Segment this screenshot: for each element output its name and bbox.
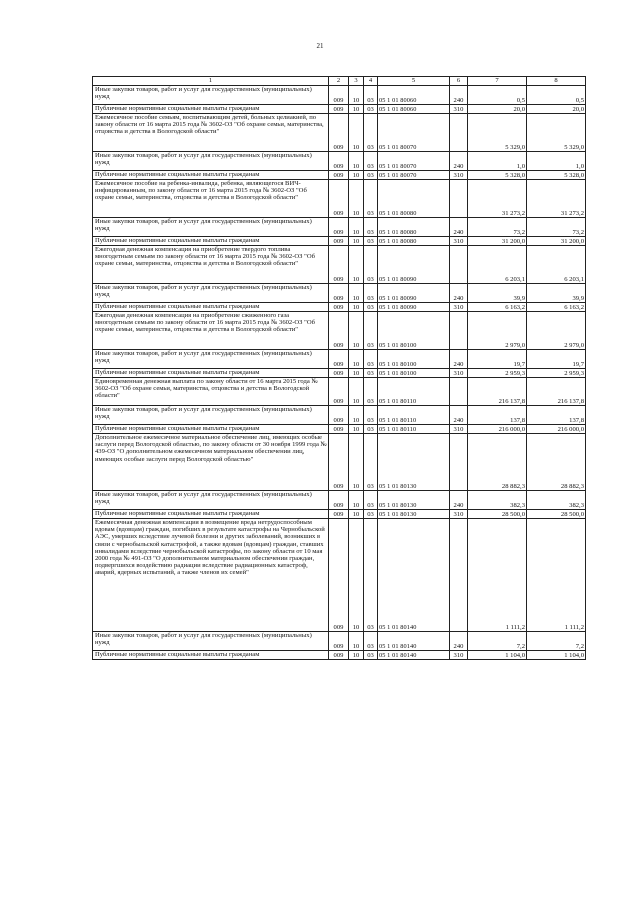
row-grbs: 009 [329,406,349,425]
row-csr: 05 1 01 80090 [378,246,450,284]
row-sum-1: 31 273,2 [468,180,527,218]
row-grbs: 009 [329,350,349,369]
row-sum-2: 7,2 [527,632,586,651]
row-vr: 240 [450,86,468,105]
row-vr [450,246,468,284]
row-pr: 03 [364,152,378,171]
row-rz: 10 [349,491,364,510]
row-sum-2: 20,0 [527,105,586,114]
row-sum-1: 20,0 [468,105,527,114]
row-pr: 03 [364,510,378,519]
row-sum-2: 0,5 [527,86,586,105]
row-csr: 05 1 01 80100 [378,369,450,378]
table-row [93,491,586,510]
row-name: Иные закупки товаров, работ и услуг для государственных (муниципальных) нужд [93,86,329,105]
row-vr: 310 [450,303,468,312]
row-rz: 10 [349,180,364,218]
row-rz: 10 [349,246,364,284]
row-sum-1: 5 329,0 [468,114,527,152]
header-cell: 2 [329,77,349,86]
budget-table [92,76,586,660]
row-sum-2: 137,8 [527,406,586,425]
row-rz: 10 [349,105,364,114]
header-cell: 5 [378,77,450,86]
row-csr: 05 1 01 80130 [378,434,450,491]
row-name: Единовременная денежная выплата по закону области от 16 марта 2015 года № 3602-ОЗ "Об охране семьи, материнства, отцовства и детства в Вологодской области" [93,378,329,406]
row-name: Публичные нормативные социальные выплаты гражданам [93,237,329,246]
row-rz: 10 [349,651,364,660]
row-vr [450,114,468,152]
row-pr: 03 [364,651,378,660]
table-row [93,303,586,312]
table-row [93,519,586,632]
row-grbs: 009 [329,491,349,510]
table-row [93,350,586,369]
row-vr: 240 [450,406,468,425]
row-csr: 05 1 01 80080 [378,218,450,237]
row-grbs: 009 [329,434,349,491]
row-rz: 10 [349,510,364,519]
table-row [93,369,586,378]
row-rz: 10 [349,632,364,651]
row-rz: 10 [349,86,364,105]
row-rz: 10 [349,378,364,406]
row-name: Иные закупки товаров, работ и услуг для государственных (муниципальных) нужд [93,632,329,651]
row-vr: 310 [450,651,468,660]
row-name: Публичные нормативные социальные выплаты гражданам [93,105,329,114]
row-sum-2: 1,0 [527,152,586,171]
row-name: Публичные нормативные социальные выплаты гражданам [93,303,329,312]
row-sum-2: 31 273,2 [527,180,586,218]
row-sum-1: 6 203,1 [468,246,527,284]
row-csr: 05 1 01 80110 [378,425,450,434]
row-pr: 03 [364,350,378,369]
row-sum-1: 31 200,0 [468,237,527,246]
row-pr: 03 [364,180,378,218]
row-sum-1: 1 104,0 [468,651,527,660]
row-grbs: 009 [329,303,349,312]
row-csr: 05 1 01 80070 [378,152,450,171]
row-grbs: 009 [329,152,349,171]
row-vr [450,180,468,218]
row-grbs: 009 [329,651,349,660]
header-cell: 6 [450,77,468,86]
row-sum-1: 2 959,3 [468,369,527,378]
row-grbs: 009 [329,312,349,350]
row-rz: 10 [349,114,364,152]
table-row [93,237,586,246]
row-name: Дополнительное ежемесячное материальное обеспечение лиц, имеющих особые заслуги перед Вологодской областью, по закону области от 30 ноября 1999 года № 439-ОЗ "О дополнительном ежемесячном материальном обеспечении лиц, имеющих особые заслуги перед Вологодской областью" [93,434,329,491]
row-sum-2: 1 111,2 [527,519,586,632]
table-row [93,378,586,406]
row-rz: 10 [349,406,364,425]
row-name: Публичные нормативные социальные выплаты гражданам [93,651,329,660]
row-csr: 05 1 01 80140 [378,632,450,651]
table-row [93,312,586,350]
row-sum-1: 39,9 [468,284,527,303]
row-csr: 05 1 01 80110 [378,378,450,406]
row-csr: 05 1 01 80090 [378,303,450,312]
header-cell: 8 [527,77,586,86]
row-pr: 03 [364,312,378,350]
row-csr: 05 1 01 80060 [378,105,450,114]
row-grbs: 009 [329,171,349,180]
row-csr: 05 1 01 80090 [378,284,450,303]
row-sum-1: 7,2 [468,632,527,651]
table-row [93,171,586,180]
row-csr: 05 1 01 80130 [378,510,450,519]
table-row [93,105,586,114]
row-sum-1: 382,3 [468,491,527,510]
row-sum-1: 28 882,3 [468,434,527,491]
row-vr: 310 [450,105,468,114]
table-row [93,152,586,171]
row-sum-2: 73,2 [527,218,586,237]
row-vr: 310 [450,237,468,246]
row-rz: 10 [349,284,364,303]
row-name: Публичные нормативные социальные выплаты гражданам [93,510,329,519]
row-rz: 10 [349,434,364,491]
row-sum-1: 19,7 [468,350,527,369]
row-grbs: 009 [329,246,349,284]
row-name: Иные закупки товаров, работ и услуг для государственных (муниципальных) нужд [93,406,329,425]
table-row [93,114,586,152]
row-name: Ежемесячная денежная компенсация в возмещение вреда нетрудоспособным вдовам (вдовцам) граждан, погибших в результате катастрофы на Чернобыльской АЭС, умерших вследствие лучевой болезни и других заболеваний, возникших в связи с чернобыльской катастрофой, а также вдовам (вдовцам) граждан, ставших инвалидами вследствие чернобыльской катастрофы, по закону области от 10 мая 2000 года № 491-ОЗ "О дополнительном материальном обеспечении граждан, подвергшихся воздействию радиации вследствие радиационных катастроф, аварий, ядерных испытаний, а также членов их семей" [93,519,329,632]
row-pr: 03 [364,284,378,303]
row-sum-2: 2 959,3 [527,369,586,378]
row-pr: 03 [364,632,378,651]
row-name: Иные закупки товаров, работ и услуг для государственных (муниципальных) нужд [93,284,329,303]
table-row [93,510,586,519]
row-vr: 240 [450,632,468,651]
row-pr: 03 [364,105,378,114]
row-csr: 05 1 01 80080 [378,237,450,246]
row-grbs: 009 [329,510,349,519]
row-name: Ежегодная денежная компенсация на приобретение сжиженного газа многодетным семьям по закону области от 16 марта 2015 года № 3602-ОЗ "Об охране семьи, материнства, отцовства и детства в Вологодской области" [93,312,329,350]
row-csr: 05 1 01 80100 [378,312,450,350]
row-rz: 10 [349,519,364,632]
table-row [93,632,586,651]
row-vr: 240 [450,284,468,303]
row-vr: 240 [450,491,468,510]
row-sum-1: 6 163,2 [468,303,527,312]
header-cell: 7 [468,77,527,86]
row-vr [450,312,468,350]
row-name: Иные закупки товаров, работ и услуг для государственных (муниципальных) нужд [93,491,329,510]
row-grbs: 009 [329,114,349,152]
row-vr: 310 [450,510,468,519]
row-grbs: 009 [329,218,349,237]
header-cell: 3 [349,77,364,86]
row-rz: 10 [349,152,364,171]
row-grbs: 009 [329,105,349,114]
row-name: Публичные нормативные социальные выплаты гражданам [93,369,329,378]
row-rz: 10 [349,312,364,350]
row-pr: 03 [364,519,378,632]
row-vr: 240 [450,218,468,237]
row-csr: 05 1 01 80060 [378,86,450,105]
row-pr: 03 [364,237,378,246]
row-vr [450,434,468,491]
row-name: Иные закупки товаров, работ и услуг для государственных (муниципальных) нужд [93,350,329,369]
row-name: Иные закупки товаров, работ и услуг для государственных (муниципальных) нужд [93,152,329,171]
table-row [93,284,586,303]
row-vr: 240 [450,350,468,369]
table-header-row [93,77,586,86]
row-pr: 03 [364,378,378,406]
row-csr: 05 1 01 80070 [378,171,450,180]
row-name: Ежегодная денежная компенсация на приобретение твердого топлива многодетным семьям по закону области от 16 марта 2015 года № 3602-ОЗ "Об охране семьи, материнства, отцовства и детства в Вологодской области" [93,246,329,284]
row-rz: 10 [349,218,364,237]
row-sum-2: 2 979,0 [527,312,586,350]
row-name: Публичные нормативные социальные выплаты гражданам [93,425,329,434]
row-sum-1: 216 137,8 [468,378,527,406]
row-rz: 10 [349,237,364,246]
row-csr: 05 1 01 80080 [378,180,450,218]
table-row [93,218,586,237]
row-sum-1: 28 500,0 [468,510,527,519]
row-vr: 310 [450,171,468,180]
row-sum-1: 1,0 [468,152,527,171]
row-pr: 03 [364,86,378,105]
row-pr: 03 [364,369,378,378]
row-sum-2: 216 000,0 [527,425,586,434]
table-row [93,180,586,218]
row-vr: 310 [450,369,468,378]
row-csr: 05 1 01 80140 [378,519,450,632]
row-grbs: 009 [329,425,349,434]
row-sum-1: 216 000,0 [468,425,527,434]
row-sum-1: 0,5 [468,86,527,105]
table-row [93,86,586,105]
row-name: Публичные нормативные социальные выплаты гражданам [93,171,329,180]
row-sum-2: 6 203,1 [527,246,586,284]
row-vr: 310 [450,425,468,434]
row-grbs: 009 [329,519,349,632]
row-sum-2: 5 329,0 [527,114,586,152]
row-sum-2: 6 163,2 [527,303,586,312]
row-grbs: 009 [329,237,349,246]
table-row [93,651,586,660]
row-sum-2: 31 200,0 [527,237,586,246]
row-rz: 10 [349,350,364,369]
row-name: Ежемесячное пособие семьям, воспитывающим детей, больных целиакией, по закону области от 16 марта 2015 года № 3602-ОЗ "Об охране семьи, материнства, отцовства и детства в Вологодской области" [93,114,329,152]
row-sum-1: 5 328,0 [468,171,527,180]
row-vr [450,378,468,406]
row-csr: 05 1 01 80130 [378,491,450,510]
row-pr: 03 [364,114,378,152]
row-csr: 05 1 01 80140 [378,651,450,660]
row-name: Иные закупки товаров, работ и услуг для государственных (муниципальных) нужд [93,218,329,237]
row-pr: 03 [364,303,378,312]
header-cell: 1 [93,77,329,86]
row-sum-2: 1 104,0 [527,651,586,660]
row-sum-1: 1 111,2 [468,519,527,632]
row-rz: 10 [349,425,364,434]
row-sum-2: 19,7 [527,350,586,369]
row-pr: 03 [364,434,378,491]
row-sum-2: 28 882,3 [527,434,586,491]
row-sum-1: 2 979,0 [468,312,527,350]
row-pr: 03 [364,425,378,434]
row-pr: 03 [364,218,378,237]
row-pr: 03 [364,491,378,510]
row-sum-2: 39,9 [527,284,586,303]
row-rz: 10 [349,171,364,180]
row-csr: 05 1 01 80100 [378,350,450,369]
row-vr [450,519,468,632]
row-grbs: 009 [329,284,349,303]
page-number: 21 [316,42,324,50]
table-row [93,246,586,284]
row-rz: 10 [349,303,364,312]
row-grbs: 009 [329,369,349,378]
table-row [93,406,586,425]
row-pr: 03 [364,171,378,180]
row-sum-1: 73,2 [468,218,527,237]
row-sum-2: 5 328,0 [527,171,586,180]
row-sum-2: 28 500,0 [527,510,586,519]
header-cell: 4 [364,77,378,86]
row-pr: 03 [364,246,378,284]
row-grbs: 009 [329,378,349,406]
row-csr: 05 1 01 80110 [378,406,450,425]
row-pr: 03 [364,406,378,425]
row-grbs: 009 [329,180,349,218]
table-row [93,434,586,491]
row-grbs: 009 [329,86,349,105]
row-sum-2: 382,3 [527,491,586,510]
table-row [93,425,586,434]
row-sum-2: 216 137,8 [527,378,586,406]
row-sum-1: 137,8 [468,406,527,425]
row-rz: 10 [349,369,364,378]
row-name: Ежемесячное пособие на ребенка-инвалида, ребенка, являющегося ВИЧ-инфицированным, по закону области от 16 марта 2015 года № 3602-ОЗ "Об охране семьи, материнства, отцовства и детства в Вологодской области" [93,180,329,218]
row-grbs: 009 [329,632,349,651]
row-vr: 240 [450,152,468,171]
row-csr: 05 1 01 80070 [378,114,450,152]
